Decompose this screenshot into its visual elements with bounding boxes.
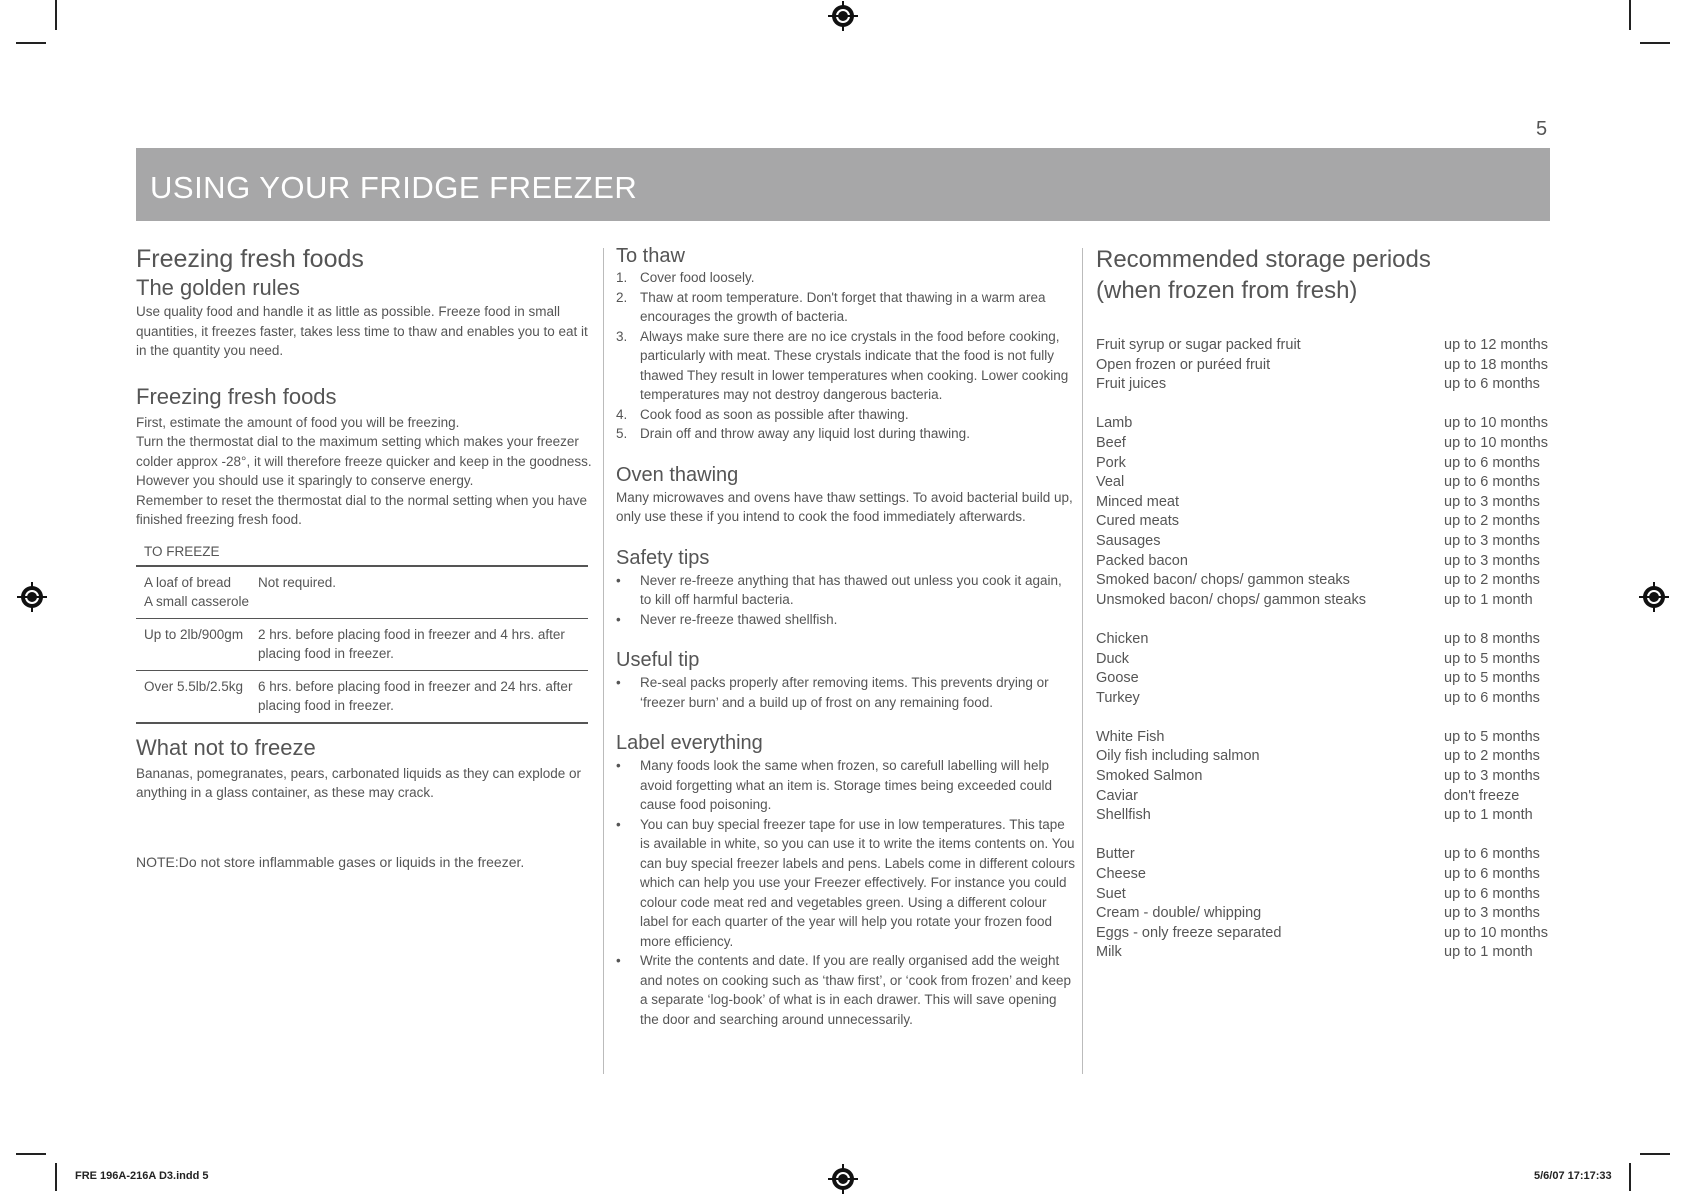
storage-period: up to 6 months [1444, 885, 1540, 902]
storage-item: Chicken [1096, 630, 1149, 647]
table-cell: A small casserole [144, 594, 250, 609]
storage-row [1096, 552, 1550, 572]
storage-period: up to 1 month [1444, 944, 1533, 961]
crop-mark [1629, 0, 1631, 30]
storage-period: up to 2 months [1444, 572, 1540, 589]
storage-item: Open frozen or puréed fruit [1096, 356, 1271, 373]
footer-datetime: 5/6/07 17:17:33 [1534, 1170, 1612, 1182]
storage-row [1096, 375, 1550, 395]
storage-item: Minced meat [1096, 493, 1180, 510]
useful-list [616, 673, 1076, 712]
column-thawing [616, 244, 1076, 1029]
table-header: TO FREEZE [136, 538, 588, 567]
storage-item: Sausages [1096, 532, 1161, 549]
storage-period: up to 1 month [1444, 591, 1533, 608]
storage-item: Oily fish including salmon [1096, 748, 1260, 765]
storage-item: White Fish [1096, 728, 1165, 745]
storage-row [1096, 532, 1550, 552]
page-number: 5 [1536, 118, 1548, 140]
storage-item: Fruit syrup or sugar packed fruit [1096, 337, 1301, 353]
storage-row [1096, 650, 1550, 670]
crop-mark [55, 1163, 57, 1191]
list-item: • Many foods look the same when frozen, so carefull labelling will help avoid forgetting what an item is. Storage times being exceeded could cause food poisoning. [616, 758, 1052, 812]
storage-item: Goose [1096, 670, 1139, 687]
safety-heading: Safety tips [616, 546, 710, 569]
label-heading: Label everything [616, 732, 763, 754]
storage-period: up to 6 months [1444, 376, 1540, 393]
storage-row [1096, 512, 1550, 532]
list-item: • Write the contents and date. If you are really organised add the weight and notes on cooking such as ‘thaw first’, or ‘cook from frozen’ and keep a separate ‘log-book’ of what is in each drawer. This will save opening the door and searching around unnecessarily. [616, 953, 1071, 1027]
storage-row [1096, 669, 1550, 689]
registration-mark-icon [832, 5, 854, 27]
storage-row [1096, 493, 1550, 513]
storage-item: Cured meats [1096, 513, 1180, 530]
storage-subtitle: (when frozen from fresh) [1096, 277, 1358, 304]
storage-period: up to 10 months [1444, 434, 1548, 451]
storage-row [1096, 630, 1550, 650]
storage-row [1096, 728, 1550, 748]
storage-item: Unsmoked bacon/ chops/ gammon steaks [1096, 591, 1366, 608]
useful-heading: Useful tip [616, 649, 700, 671]
list-item: 5. Drain off and throw away any liquid lost during thawing. [616, 426, 970, 441]
storage-row [1096, 747, 1550, 767]
storage-item: Smoked Salmon [1096, 768, 1203, 785]
not-freeze-heading: What not to freeze [136, 734, 316, 760]
storage-period: up to 3 months [1444, 768, 1540, 785]
table-cell: 2 hrs. before placing food in freezer and 4 hrs. after placing food in freezer. [258, 626, 565, 661]
note-text: NOTE:Do not store inflammable gases or liquids in the freezer. [136, 853, 525, 870]
storage-row [1096, 356, 1550, 376]
storage-item: Lamb [1096, 415, 1133, 432]
crop-mark [16, 42, 46, 44]
table-cell: Up to 2lb/900gm [144, 626, 244, 642]
freezing-paragraph: Turn the thermostat dial to the maximum setting which makes your freezer colder approx -28°, it will therefore freeze quicker and keep in the goodness. However you should use it sparingly to conserve energy. [136, 434, 592, 488]
storage-row [1096, 787, 1550, 807]
column-freezing [136, 244, 592, 872]
storage-row [1096, 845, 1550, 865]
storage-item: Cheese [1096, 866, 1146, 883]
storage-row [1096, 336, 1550, 356]
storage-list [1096, 336, 1550, 963]
storage-group [1096, 630, 1550, 708]
storage-item: Caviar [1096, 787, 1138, 804]
storage-item: Suet [1096, 885, 1126, 902]
storage-title: Recommended storage periods [1096, 246, 1431, 273]
table-cell: Not required. [258, 574, 337, 590]
crop-mark [1629, 1163, 1631, 1191]
oven-text: Many microwaves and ovens have thaw settings. To avoid bacterial build up, only use these if you intend to cook the food immediately afterwards. [616, 489, 1073, 524]
storage-item: Veal [1096, 474, 1125, 491]
banner-title: USING YOUR FRIDGE FREEZER [150, 170, 638, 205]
column-divider [603, 248, 604, 1074]
storage-row [1096, 924, 1550, 944]
list-item: 1. Cover food loosely. [616, 270, 755, 285]
safety-list [616, 571, 1076, 630]
column-divider [1082, 248, 1083, 1074]
storage-row [1096, 865, 1550, 885]
list-item: 3. Always make sure there are no ice crystals in the food before cooking, particularly with meat. These crystals indicate that the food is not fully thawed They result in lower temperatures when cooking. Lower cooking temperatures may not destroy dangerous bacteria. [616, 328, 1069, 402]
storage-period: up to 10 months [1444, 924, 1548, 941]
footer-file: FRE 196A-216A D3.indd 5 [75, 1170, 209, 1182]
storage-item: Packed bacon [1096, 552, 1188, 569]
storage-row [1096, 414, 1550, 434]
storage-period: up to 6 months [1444, 846, 1540, 863]
storage-item: Duck [1096, 650, 1130, 667]
storage-item: Pork [1096, 454, 1126, 471]
storage-period: up to 6 months [1444, 474, 1540, 491]
table-cell: Over 5.5lb/2.5kg [144, 678, 244, 694]
storage-group [1096, 845, 1550, 963]
storage-period: don't freeze [1444, 787, 1520, 804]
freezing-heading: Freezing fresh foods [136, 383, 337, 409]
storage-period: up to 2 months [1444, 513, 1540, 530]
storage-period: up to 6 months [1444, 866, 1540, 883]
storage-row [1096, 473, 1550, 493]
table-row [136, 619, 588, 671]
thaw-heading: To thaw [616, 245, 685, 267]
storage-period: up to 5 months [1444, 650, 1540, 667]
list-item: • Re-seal packs properly after removing items. This prevents drying or ‘freezer burn’ and a build up of frost on any remaining food. [616, 675, 1049, 710]
registration-mark-icon [832, 1168, 854, 1190]
freezing-paragraph: Remember to reset the thermostat dial to the normal setting when you have finished freezing fresh food. [136, 492, 587, 527]
storage-row [1096, 689, 1550, 709]
table-cell: A loaf of bread [144, 574, 232, 590]
storage-period: up to 8 months [1444, 630, 1540, 647]
crop-mark [1640, 42, 1670, 44]
storage-row [1096, 885, 1550, 905]
storage-row [1096, 591, 1550, 611]
section-title: Freezing fresh foods [136, 245, 364, 273]
storage-period: up to 5 months [1444, 728, 1540, 745]
storage-item: Eggs - only freeze separated [1096, 924, 1282, 941]
storage-item: Turkey [1096, 689, 1140, 706]
storage-row [1096, 943, 1550, 963]
storage-item: Milk [1096, 944, 1122, 961]
table-cell: 6 hrs. before placing food in freezer and 24 hrs. after placing food in freezer. [258, 678, 573, 713]
list-item: 4. Cook food as soon as possible after thawing. [616, 406, 909, 422]
storage-item: Fruit juices [1096, 376, 1167, 393]
crop-mark [16, 1153, 46, 1155]
list-item: • Never re-freeze thawed shellfish. [616, 611, 838, 627]
storage-group [1096, 728, 1550, 826]
storage-row [1096, 904, 1550, 924]
crop-mark [55, 0, 57, 30]
label-list [616, 756, 1076, 1029]
storage-item: Beef [1096, 434, 1126, 451]
list-item: • You can buy special freezer tape for use in low temperatures. This tape is available in white, so you can use it to write the items contents on. You can buy special freezer labels and pens. Labels come in different colours which can help you use your Freezer effectively. For instance you could colour code meat red and vegetables green. Using a different colour label for each quarter of the year will help you rotate your frozen food more efficiency. [616, 816, 1076, 949]
golden-rules-text: Use quality food and handle it as little as possible. Freeze food in small quantities, it freezes faster, takes less time to thaw and enables you to eat it in the quantity you need. [136, 304, 588, 358]
storage-row [1096, 767, 1550, 787]
registration-mark-icon [21, 586, 43, 608]
storage-period: up to 5 months [1444, 670, 1540, 687]
storage-period: up to 2 months [1444, 748, 1540, 765]
list-item: • Never re-freeze anything that has thawed out unless you cook it again, to kill off harmful bacteria. [616, 572, 1062, 607]
storage-period: up to 6 months [1444, 689, 1540, 706]
storage-item: Smoked bacon/ chops/ gammon steaks [1096, 572, 1350, 589]
storage-row [1096, 571, 1550, 591]
freezing-paragraph: First, estimate the amount of food you will be freezing. [136, 414, 460, 430]
storage-item: Cream - double/ whipping [1096, 905, 1262, 922]
list-item: 2. Thaw at room temperature. Don't forget that thawing in a warm area encourages the growth of bacteria. [616, 289, 1046, 324]
registration-mark-icon [1643, 586, 1665, 608]
storage-period: up to 3 months [1444, 493, 1540, 510]
not-freeze-text: Bananas, pomegranates, pears, carbonated liquids as they can explode or anything in a glass container, as these may crack. [136, 765, 582, 800]
storage-period: up to 10 months [1444, 415, 1548, 432]
storage-period: up to 12 months [1444, 337, 1548, 353]
storage-period: up to 1 month [1444, 807, 1533, 824]
storage-period: up to 6 months [1444, 454, 1540, 471]
storage-item: Shellfish [1096, 807, 1151, 824]
storage-period: up to 3 months [1444, 552, 1540, 569]
storage-item: Butter [1096, 846, 1135, 863]
storage-period: up to 18 months [1444, 356, 1548, 373]
table-row [136, 567, 588, 619]
storage-row [1096, 434, 1550, 454]
storage-row [1096, 454, 1550, 474]
crop-mark [1640, 1153, 1670, 1155]
freeze-table [136, 538, 588, 724]
thaw-list [616, 268, 1076, 444]
golden-rules-heading: The golden rules [136, 275, 300, 300]
storage-group [1096, 336, 1550, 395]
table-row [136, 671, 588, 724]
oven-heading: Oven thawing [616, 463, 739, 486]
column-storage [1096, 244, 1550, 983]
storage-group [1096, 414, 1550, 610]
section-banner [136, 148, 1550, 221]
storage-row [1096, 806, 1550, 826]
storage-period: up to 3 months [1444, 905, 1540, 922]
storage-period: up to 3 months [1444, 532, 1540, 549]
